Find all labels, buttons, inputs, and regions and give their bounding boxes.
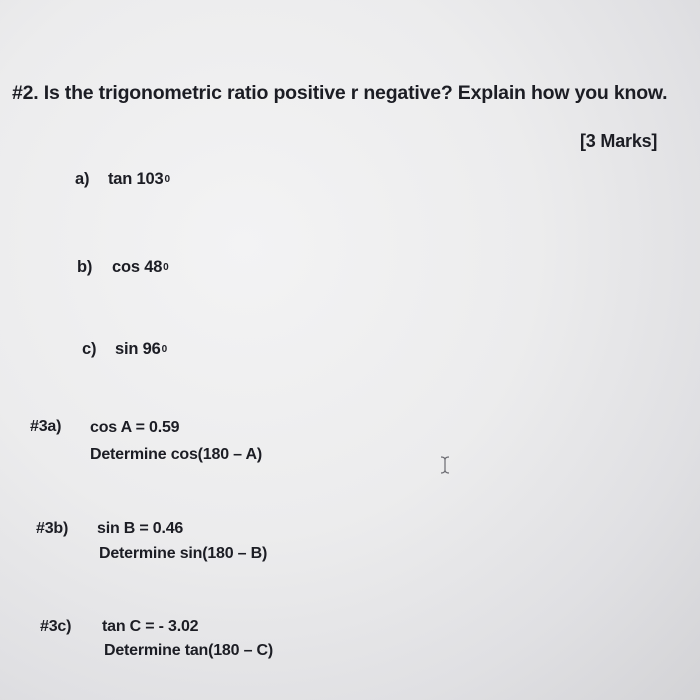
question-3c-task: Determine tan(180 – C) bbox=[104, 642, 273, 659]
degree-symbol: 0 bbox=[163, 262, 169, 273]
question-2a bbox=[75, 170, 170, 189]
question-2-title: #2. Is the trigonometric ratio positive r negative? Explain how you know. bbox=[12, 82, 668, 104]
question-3a-label: #3a) bbox=[30, 418, 62, 435]
question-2a-label: a) bbox=[75, 170, 90, 188]
question-3c-label: #3c) bbox=[40, 618, 72, 635]
question-3c-given: tan C = - 3.02 bbox=[102, 618, 199, 635]
question-2a-expression: tan 103 bbox=[108, 170, 164, 188]
question-3a-task: Determine cos(180 – A) bbox=[90, 446, 262, 463]
degree-symbol: 0 bbox=[161, 344, 167, 355]
text-cursor-icon bbox=[440, 456, 450, 474]
question-2b-expression: cos 48 bbox=[112, 258, 163, 276]
question-2c-expression: sin 96 bbox=[115, 340, 161, 358]
question-3b-task: Determine sin(180 – B) bbox=[99, 545, 268, 562]
question-2b-label: b) bbox=[77, 258, 93, 276]
question-3b-given: sin B = 0.46 bbox=[97, 520, 184, 537]
question-2c bbox=[82, 340, 167, 359]
question-3a-given: cos A = 0.59 bbox=[90, 419, 180, 436]
degree-symbol: 0 bbox=[164, 174, 170, 185]
question-2b bbox=[77, 258, 169, 277]
question-3b-label: #3b) bbox=[36, 520, 69, 537]
question-2c-label: c) bbox=[82, 340, 97, 358]
marks-label: [3 Marks] bbox=[580, 131, 658, 151]
